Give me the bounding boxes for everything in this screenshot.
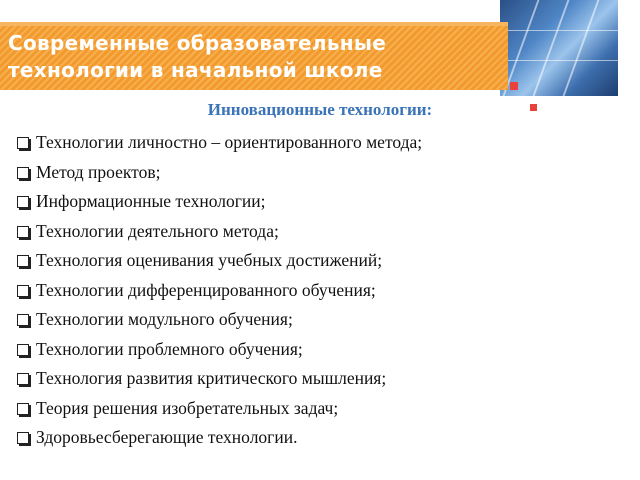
list-item-text: Метод проектов; — [36, 161, 161, 182]
list-item-text: Технологии личностно – ориентированного метода; — [36, 132, 423, 153]
list-item-text: Теория решения изобретательных задач; — [36, 397, 339, 418]
slide-subtitle: Инновационные технологии: — [207, 100, 433, 119]
square-bullet-icon — [17, 314, 29, 326]
list-item-text: Технологии дифференцированного обучения; — [36, 279, 376, 300]
square-bullet-icon — [17, 403, 29, 415]
list-item — [34, 423, 422, 453]
list-item — [34, 246, 422, 276]
list-item-text: Технологии модульного обучения; — [36, 309, 293, 330]
square-bullet-icon — [17, 167, 29, 179]
square-bullet-icon — [17, 255, 29, 267]
square-bullet-icon — [17, 373, 29, 385]
square-bullet-icon — [17, 344, 29, 356]
list-item-text: Технологии деятельного метода; — [36, 220, 279, 241]
square-bullet-icon — [17, 226, 29, 238]
list-item-text: Технологии проблемного обучения; — [36, 338, 303, 359]
list-item — [34, 128, 422, 158]
square-bullet-icon — [17, 285, 29, 297]
list-item-text: Здоровьесберегающие технологии. — [36, 427, 298, 448]
square-bullet-icon — [17, 432, 29, 444]
list-item — [34, 364, 422, 394]
slide-title: Современные образовательные технологии в начальной школе — [8, 31, 387, 82]
list-item-text: Информационные технологии; — [36, 191, 266, 212]
list-item — [34, 158, 422, 188]
list-item — [34, 335, 422, 365]
list-item — [34, 187, 422, 217]
list-item — [34, 394, 422, 424]
list-item-text: Технология оценивания учебных достижений; — [36, 250, 383, 271]
list-item — [34, 276, 422, 306]
accent-square — [510, 82, 518, 90]
list-item-text: Технология развития критического мышления; — [36, 368, 387, 389]
list-item — [34, 305, 422, 335]
list-item — [34, 217, 422, 247]
technology-list — [34, 128, 422, 453]
square-bullet-icon — [17, 196, 29, 208]
square-bullet-icon — [17, 137, 29, 149]
